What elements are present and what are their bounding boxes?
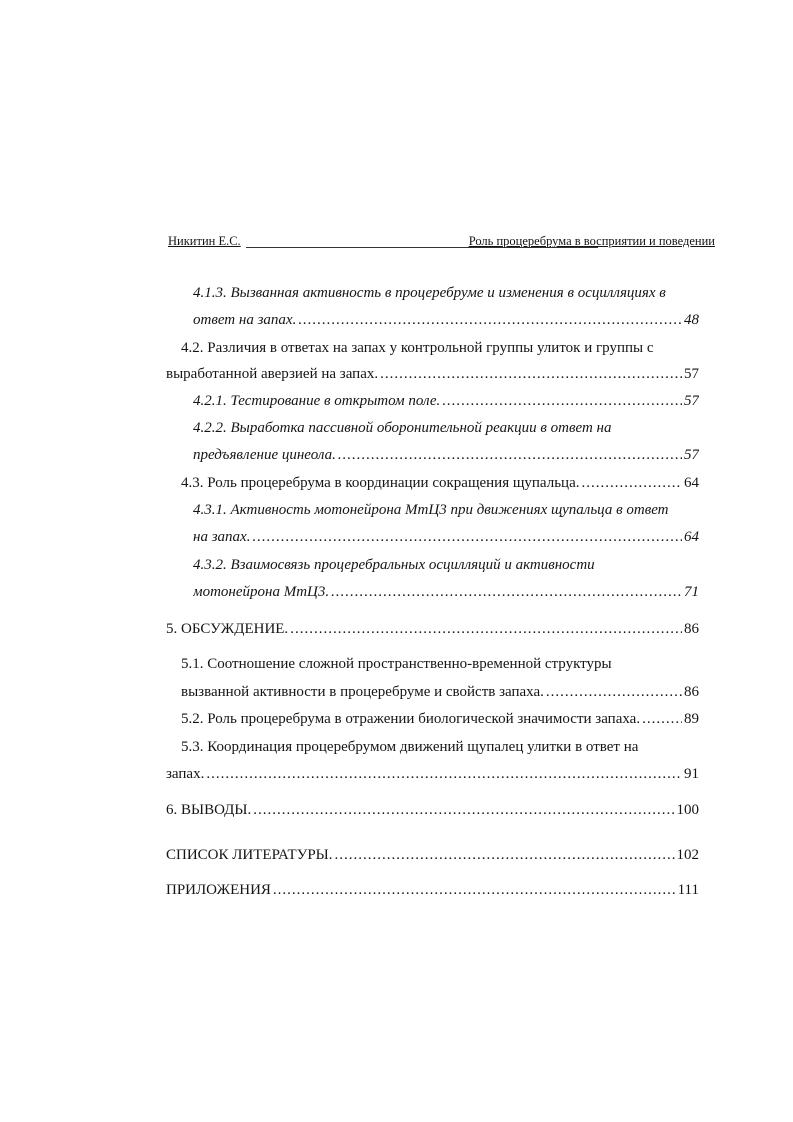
toc-leader-dots: [380, 361, 682, 387]
running-header: [168, 233, 715, 249]
toc-entry-4-2-1[interactable]: [193, 388, 699, 414]
toc-leader-dots: [642, 706, 682, 732]
toc-leader-dots: [253, 797, 674, 823]
toc-entry-5-2[interactable]: [181, 706, 699, 732]
toc-page-number: 100: [676, 802, 699, 818]
toc-entry-6[interactable]: [166, 797, 699, 823]
toc-page-number: 102: [676, 847, 699, 863]
toc-leader-dots: [298, 307, 682, 333]
toc-page-number: 111: [677, 882, 699, 898]
toc-entry-5-1[interactable]: [181, 679, 699, 705]
toc-page-number: 86: [684, 684, 699, 700]
toc-entry-label: ПРИЛОЖЕНИЯ: [166, 882, 271, 898]
toc-leader-dots: [335, 842, 675, 868]
toc-entry-label: 6. ВЫВОДЫ.: [166, 802, 252, 818]
toc-entry-label: выработанной аверзией на запах.: [166, 366, 379, 382]
toc-entry-references[interactable]: [166, 842, 699, 868]
toc-page-number: 89: [684, 711, 699, 727]
toc-leader-dots: [338, 442, 682, 468]
toc-entry-label: мотонейрона МтЦ3.: [193, 584, 330, 600]
toc-page-number: 57: [684, 366, 699, 382]
toc-leader-dots: [331, 579, 682, 605]
toc-entry-label: ответ на запах.: [193, 312, 297, 328]
toc-entry-label: 5. ОБСУЖДЕНИЕ.: [166, 621, 289, 637]
toc-leader-dots: [290, 616, 682, 642]
toc-entry-4-3-1[interactable]: [193, 524, 699, 550]
toc-entry-4-3-2[interactable]: [193, 579, 699, 605]
toc-entry-4-3-2-line1: 4.3.2. Взаимосвязь процеребральных осцилляций и активности: [193, 557, 595, 573]
toc-entry-label: запах.: [166, 766, 205, 782]
toc-page-number: 57: [684, 447, 699, 463]
toc-entry-5-3-line1: 5.3. Координация процеребрумом движений щупалец улитки в ответ на: [181, 739, 639, 755]
toc-entry-label: 5.2. Роль процеребрума в отражении биологической значимости запаха.: [181, 711, 641, 727]
toc-leader-dots: [546, 679, 682, 705]
toc-entry-4-2-2[interactable]: [193, 442, 699, 468]
toc-entry-4-2[interactable]: [166, 361, 699, 387]
toc-entry-label: вызванной активности в процеребруме и свойств запаха.: [181, 684, 544, 700]
toc-page-number: 57: [684, 393, 699, 409]
header-title: Роль процеребрума в восприятии и поведении: [468, 234, 715, 248]
toc-page-number: 64: [684, 475, 699, 491]
toc-page-number: 91: [684, 766, 699, 782]
toc-entry-label: СПИСОК ЛИТЕРАТУРЫ.: [166, 847, 333, 863]
toc-entry-4-1-3[interactable]: [193, 307, 699, 333]
toc-leader-dots: [206, 761, 682, 787]
toc-entry-4-1-3-line1: 4.1.3. Вызванная активность в процеребруме и изменения в осцилляциях в: [193, 285, 666, 301]
toc-entry-4-3[interactable]: [181, 470, 699, 496]
toc-entry-4-3-1-line1: 4.3.1. Активность мотонейрона МтЦ3 при движениях щупальца в ответ: [193, 502, 669, 518]
toc-entry-4-2-2-line1: 4.2.2. Выработка пассивной оборонительной реакции в ответ на: [193, 420, 612, 436]
toc-page-number: 64: [684, 529, 699, 545]
toc-entry-5-1-line1: 5.1. Соотношение сложной пространственно-временной структуры: [181, 656, 612, 672]
header-author: Никитин Е.С.: [168, 234, 241, 248]
toc-entry-5-3[interactable]: [166, 761, 699, 787]
toc-entry-label: предъявление цинеола.: [193, 447, 336, 463]
toc-entry-appendices[interactable]: [166, 877, 699, 903]
toc-leader-dots: [442, 388, 682, 414]
toc-page-number: 48: [684, 312, 699, 328]
toc-entry-4-2-line1: 4.2. Различия в ответах на запах у контрольной группы улиток и группы с: [181, 340, 654, 356]
toc-leader-dots: [252, 524, 682, 550]
toc-entry-label: 4.2.1. Тестирование в открытом поле.: [193, 393, 441, 409]
toc-entry-5[interactable]: [166, 616, 699, 642]
toc-page-number: 86: [684, 621, 699, 637]
toc-leader-dots: [273, 877, 676, 903]
toc-leader-dots: [581, 470, 682, 496]
toc-page-number: 71: [684, 584, 699, 600]
toc-entry-label: на запах.: [193, 529, 251, 545]
toc-entry-label: 4.3. Роль процеребрума в координации сокращения щупальца.: [181, 475, 580, 491]
